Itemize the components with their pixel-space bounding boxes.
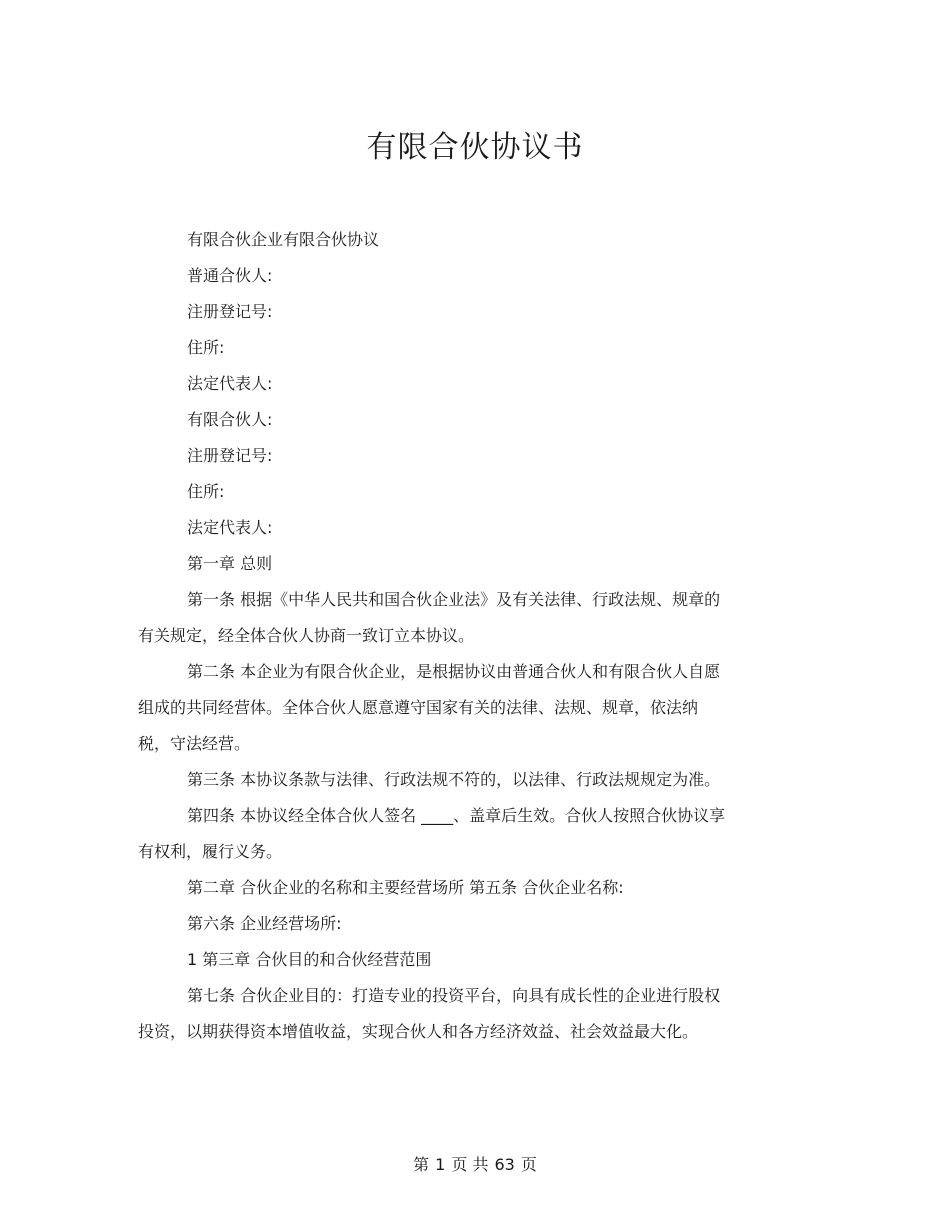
article-2-line-2: 组成的共同经营体。全体合伙人愿意遵守国家有关的法律、法规、规章，依法纳 [138,698,699,717]
footer-page-suffix: 页 [520,1155,537,1174]
article-4-line-1: 第四条 本协议经全体合伙人签名 ____、盖章后生效。合伙人按照合伙协议享 [187,806,726,825]
doc-line-address: 住所: [187,338,225,357]
article-3: 第三条 本协议条款与法律、行政法规不符的，以法律、行政法规规定为准。 [187,770,721,789]
article-1-line-1: 第一条 根据《中华人民共和国合伙企业法》及有关法律、行政法规、规章的 [187,590,721,609]
doc-line-registration-no-2: 注册登记号: [187,446,273,465]
footer-page-prefix: 第 [413,1155,430,1174]
article-2-line-3: 税，守法经营。 [138,734,251,753]
doc-line-registration-no: 注册登记号: [187,302,273,321]
page-footer [0,1153,950,1177]
chapter-3-heading: 1 第三章 合伙目的和合伙经营范围 [187,950,432,969]
article-1-line-2: 有关规定，经全体合伙人协商一致订立本协议。 [138,626,475,645]
chapter-1-heading: 第一章 总则 [187,554,273,573]
doc-line-address-2: 住所: [187,482,225,501]
doc-line-heading: 有限合伙企业有限合伙协议 [187,230,380,249]
document-body [138,222,798,1050]
footer-page-total: 63 [494,1155,515,1174]
chapter-2-and-article-5: 第二章 合伙企业的名称和主要经营场所 第五条 合伙企业名称: [187,878,624,897]
article-6: 第六条 企业经营场所: [187,914,342,933]
doc-line-general-partner: 普通合伙人: [187,266,273,285]
footer-page-mid: 页 共 [451,1155,489,1174]
article-2-line-1: 第二条 本企业为有限合伙企业，是根据协议由普通合伙人和有限合伙人自愿 [187,662,721,681]
doc-line-limited-partner: 有限合伙人: [187,410,273,429]
doc-line-legal-rep: 法定代表人: [187,374,273,393]
article-7-line-1: 第七条 合伙企业目的：打造专业的投资平台，向具有成长性的企业进行股权 [187,986,721,1005]
document-title: 有限合伙协议书 [366,130,584,165]
doc-line-legal-rep-2: 法定代表人: [187,518,273,537]
article-4-line-2: 有权利，履行义务。 [138,842,283,861]
article-7-line-2: 投资，以期获得资本增值收益，实现合伙人和各方经济效益、社会效益最大化。 [138,1022,699,1041]
footer-page-current: 1 [435,1155,446,1174]
